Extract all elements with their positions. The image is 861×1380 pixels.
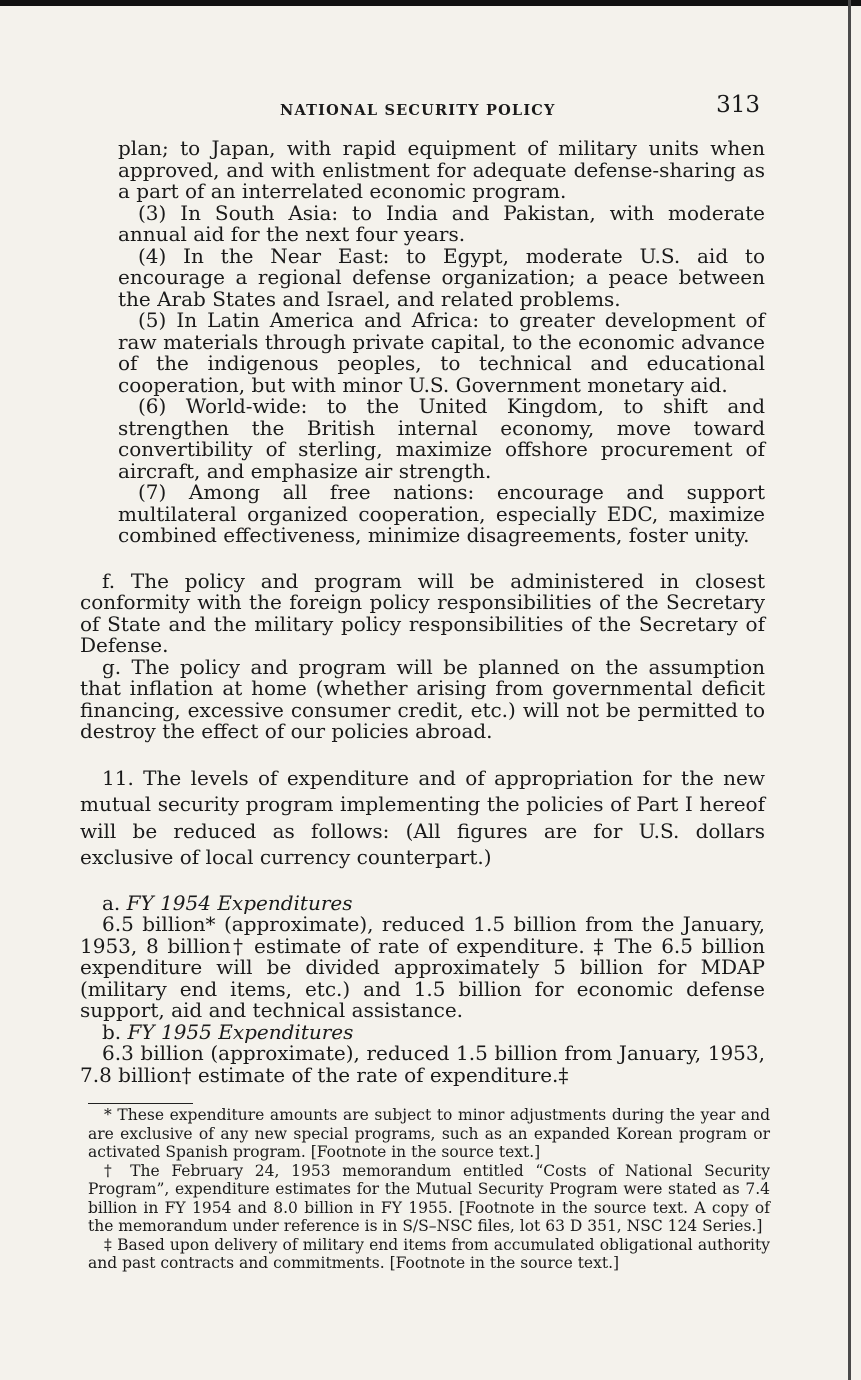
page-header [80,92,760,122]
page-number: 313 [716,92,760,118]
country-list [80,138,765,547]
paragraph-11: 11. The levels of expenditure and of appropriation for the new mutual security program implementing the policies of Part I hereof will be reduced as follows: (All figures are for U.S. dollars exclusive of local currency counterpart.) [80,765,765,869]
section-b-title: FY 1955 Expenditures [127,1019,354,1044]
footnote-divider [88,1103,193,1104]
running-head: NATIONAL SECURITY POLICY [280,102,556,119]
policy-paragraphs [80,568,765,743]
scan-right-edge [848,0,851,1380]
footnote-star: * These expenditure amounts are subject to minor adjustments during the year and are exclusive of any new special programs, such as an expanded Korean program or activated Spanish program. [Footnote in the source text.] [88,1106,770,1161]
section-a-heading [80,890,765,915]
section-a-text: 6.5 billion* (approximate), reduced 1.5 billion from the January, 1953, 8 billion† estimate of rate of expenditure. ‡ The 6.5 billion expenditure will be divided approximately 5 billion for MDAP (military end items, etc.) and 1.5 billion for economic defense support, aid and technical assistance. [80,912,765,1022]
section-b-heading [80,1019,765,1044]
list-item-3: (3) In South Asia: to India and Pakistan, with moderate annual aid for the next four years. [118,200,765,246]
footnote-double-dagger: ‡ Based upon delivery of military end items from accumulated obligational authority and past contracts and commitments. [Footnote in the source text.] [88,1235,770,1272]
section-a-title: FY 1954 Expenditures [126,890,353,915]
footnote-dagger: † The February 24, 1953 memorandum entitled “Costs of National Security Program”, expenditure estimates for the Mutual Security Program were stated as 7.4 billion in FY 1954 and 8.0 billion in FY 1955. [Footnote in the source text. A copy of the memorandum under reference is in S/S–NSC files, lot 63 D 351, NSC 124 Series.] [88,1161,770,1235]
list-item-4: (4) In the Near East: to Egypt, moderate U.S. aid to encourage a regional defense organization; a peace between the Arab States and Israel, and related problems. [118,243,765,311]
list-item-5: (5) In Latin America and Africa: to greater development of raw materials through private capital, to the economic advance of the indigenous peoples, to technical and educational cooperation, but with minor U.S. Government monetary aid. [118,308,765,397]
list-item-7: (7) Among all free nations: encourage and support multilateral organized cooperation, especially EDC, maximize combined effectiveness, minimize disagreements, foster unity. [118,480,765,547]
list-continuation: plan; to Japan, with rapid equipment of military units when approved, and with enlistment for adequate defense-sharing as a part of an interrelated economic program. [118,136,765,203]
page-body [80,138,765,1086]
list-item-6: (6) World-wide: to the United Kingdom, to shift and strengthen the British internal economy, move toward convertibility of sterling, maximize offshore procurement of aircraft, and emphasize air strength. [118,394,765,483]
paragraph-g: g. The policy and program will be planned on the assumption that inflation at home (whether arising from governmental deficit financing, excessive consumer credit, etc.) will not be permitted to destroy the effect of our policies abroad. [80,654,765,743]
section-a-prefix: a. [102,890,121,915]
footnotes [88,1106,770,1273]
paragraph-f: f. The policy and program will be administered in closest conformity with the foreign policy responsibilities of the Secretary of State and the military policy responsibilities of the Secretary of Defense. [80,568,765,657]
section-b-text: 6.3 billion (approximate), reduced 1.5 billion from January, 1953, 7.8 billion† estimate of the rate of expenditure.‡ [80,1041,765,1087]
scan-top-border [0,0,861,6]
section-b-prefix: b. [102,1019,122,1044]
